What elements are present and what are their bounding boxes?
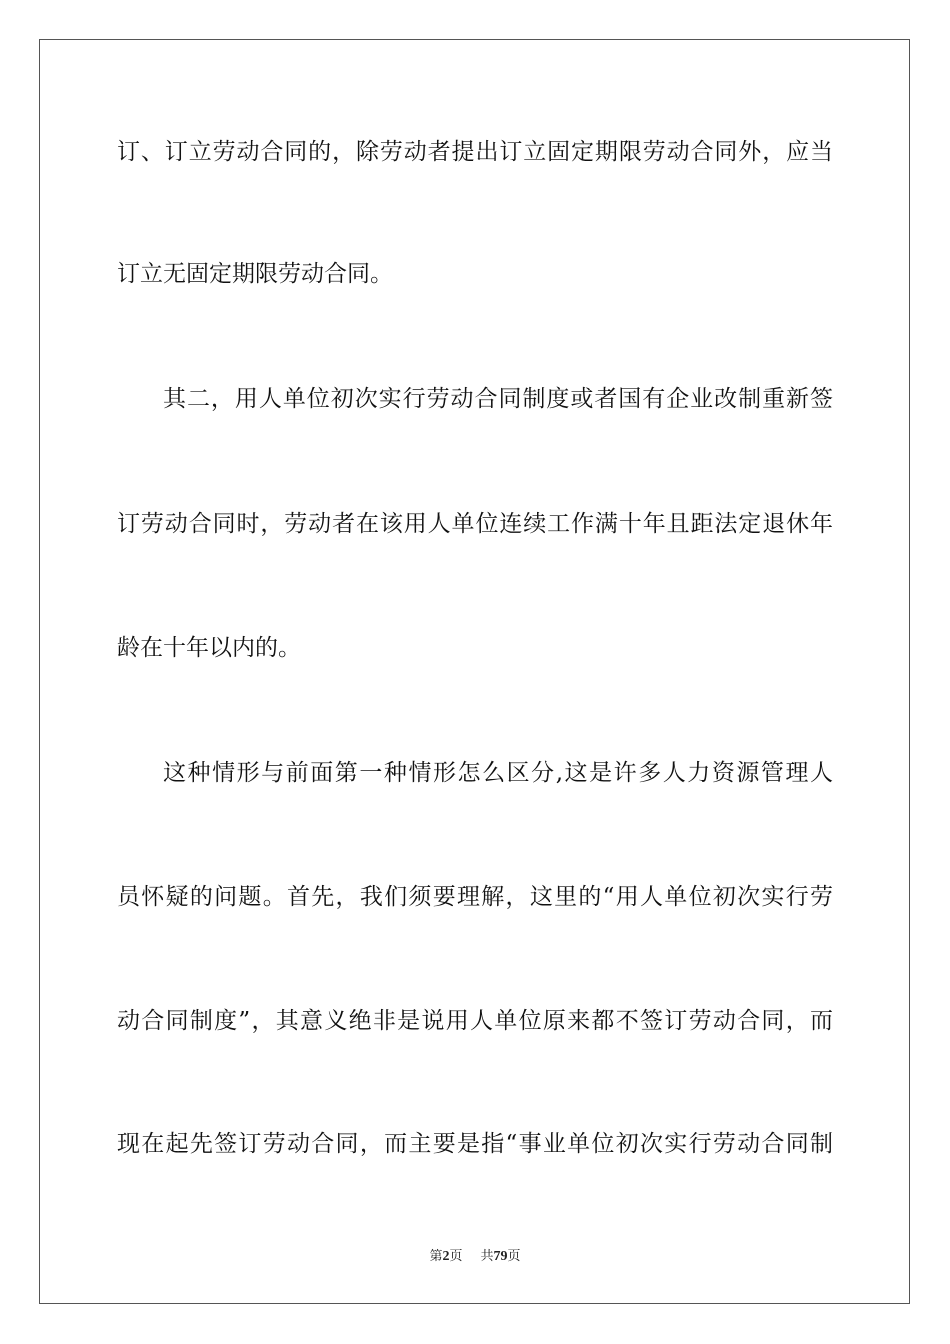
- text-line-6: 这种情形与前面第一种情形怎么区分,这是许多人力资源管理人: [163, 760, 833, 786]
- footer-page-suffix: 页: [449, 1249, 463, 1264]
- text-line-9: 现在起先签订劳动合同，而主要是指“事业单位初次实行劳动合同制: [117, 1131, 833, 1157]
- text-line-8: 动合同制度”，其意义绝非是说用人单位原来都不签订劳动合同，而: [117, 1008, 833, 1034]
- text-line-5: 龄在十年以内的。: [117, 635, 301, 661]
- footer-total-pages: 79: [493, 1249, 508, 1264]
- footer-page-number: 2: [442, 1249, 450, 1264]
- text-line-2: 订立无固定期限劳动合同。: [117, 261, 393, 287]
- text-line-1: 订、订立劳动合同的，除劳动者提出订立固定期限劳动合同外，应当: [117, 139, 833, 165]
- footer-page-prefix: 第: [429, 1249, 443, 1264]
- text-line-4: 订劳动合同时，劳动者在该用人单位连续工作满十年且距法定退休年: [117, 511, 833, 537]
- text-line-7: 员怀疑的问题。首先，我们须要理解，这里的“用人单位初次实行劳: [117, 884, 833, 910]
- text-line-3: 其二，用人单位初次实行劳动合同制度或者国有企业改制重新签: [163, 386, 833, 412]
- footer-total-suffix: 页: [507, 1249, 521, 1264]
- page-border: [39, 39, 910, 1304]
- footer-total-prefix: 共: [480, 1249, 494, 1264]
- page-footer: [0, 1248, 950, 1266]
